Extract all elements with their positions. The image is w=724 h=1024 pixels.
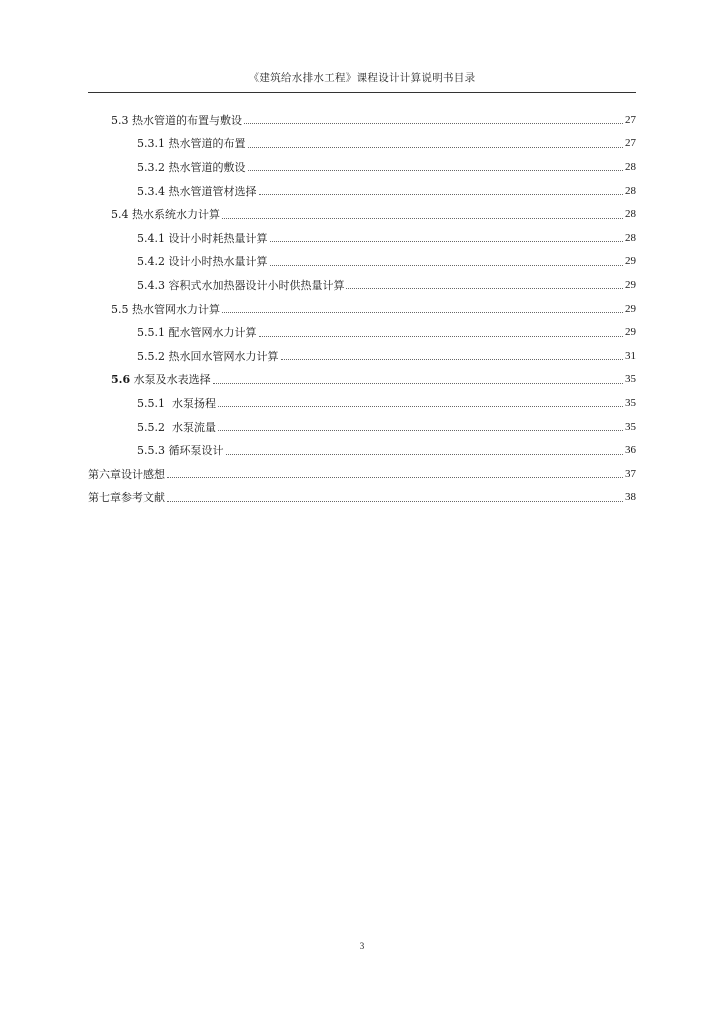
toc-leader-dots	[167, 501, 623, 502]
toc-entry-page: 28	[625, 160, 636, 173]
toc-entry-label: 5.4.2 设计小时热水量计算	[137, 255, 268, 269]
toc-leader-dots	[248, 147, 624, 148]
toc-entry-label: 5.4.1 设计小时耗热量计算	[137, 231, 268, 245]
toc-leader-dots	[222, 312, 623, 313]
toc-entry[interactable]	[88, 391, 636, 415]
toc-entry-page: 35	[625, 396, 636, 409]
toc-entry[interactable]	[88, 297, 636, 321]
toc-entry[interactable]	[88, 202, 636, 226]
table-of-contents	[88, 108, 636, 509]
toc-entry[interactable]	[88, 226, 636, 250]
toc-entry-label: 5.3 热水管道的布置与敷设	[111, 113, 242, 127]
toc-leader-dots	[222, 218, 623, 219]
toc-entry[interactable]	[88, 344, 636, 368]
toc-entry-page: 31	[625, 349, 636, 362]
toc-entry-page: 27	[625, 113, 636, 126]
toc-entry-page: 28	[625, 231, 636, 244]
toc-entry-label: 5.5.2 热水回水管网水力计算	[137, 349, 279, 363]
toc-entry-number: 5.6	[111, 373, 131, 387]
toc-entry-label: 5.4 热水系统水力计算	[111, 208, 220, 222]
toc-leader-dots	[218, 406, 623, 407]
toc-leader-dots	[281, 359, 624, 360]
toc-entry-label: 5.4.3 容积式水加热器设计小时供热量计算	[137, 278, 345, 292]
toc-entry[interactable]	[88, 273, 636, 297]
toc-entry-label: 5.3.2 热水管道的敷设	[137, 160, 246, 174]
toc-entry-page: 29	[625, 302, 636, 315]
toc-entry-page: 35	[625, 373, 636, 386]
toc-entry-label: 5.5.2 水泵流量	[137, 420, 216, 434]
toc-entry-label: 5.3.1 热水管道的布置	[137, 137, 246, 151]
toc-leader-dots	[226, 454, 624, 455]
toc-entry-page: 29	[625, 255, 636, 268]
toc-entry[interactable]	[88, 108, 636, 132]
toc-entry[interactable]	[88, 462, 636, 486]
page-number: 3	[359, 941, 365, 951]
toc-entry-label: 5.5.1 水泵扬程	[137, 396, 216, 410]
toc-entry-page: 28	[625, 208, 636, 221]
running-header: 《建筑给水排水工程》课程设计计算说明书目录	[248, 72, 476, 84]
toc-leader-dots	[270, 265, 624, 266]
toc-entry[interactable]	[88, 179, 636, 203]
toc-leader-dots	[270, 241, 624, 242]
toc-entry-label: 第六章设计感想	[88, 467, 165, 481]
toc-leader-dots	[346, 288, 623, 289]
toc-entry-page: 28	[625, 184, 636, 197]
header-divider	[88, 92, 636, 93]
toc-entry-label	[111, 371, 211, 387]
toc-entry[interactable]	[88, 320, 636, 344]
toc-leader-dots	[244, 123, 623, 124]
toc-leader-dots	[248, 170, 624, 171]
toc-entry[interactable]	[88, 415, 636, 439]
toc-entry-label: 5.5.3 循环泵设计	[137, 444, 224, 458]
toc-entry-page: 37	[625, 467, 636, 480]
toc-entry-page: 35	[625, 420, 636, 433]
toc-leader-dots	[218, 430, 623, 431]
toc-entry-page: 29	[625, 278, 636, 291]
toc-entry-label: 5.5.1 配水管网水力计算	[137, 326, 257, 340]
toc-entry[interactable]	[88, 368, 636, 392]
toc-entry-title: 水泵及水表选择	[133, 373, 211, 387]
toc-leader-dots	[259, 194, 624, 195]
toc-leader-dots	[213, 383, 623, 384]
toc-entry-label: 5.5 热水管网水力计算	[111, 302, 220, 316]
toc-entry-label: 5.3.4 热水管道管材选择	[137, 184, 257, 198]
toc-leader-dots	[167, 477, 623, 478]
toc-entry[interactable]	[88, 486, 636, 510]
toc-entry-page: 38	[625, 491, 636, 504]
toc-entry-page: 36	[625, 444, 636, 457]
toc-leader-dots	[259, 336, 624, 337]
toc-entry[interactable]	[88, 438, 636, 462]
toc-entry-page: 27	[625, 137, 636, 150]
toc-entry-label: 第七章参考文献	[88, 491, 165, 505]
toc-entry[interactable]	[88, 132, 636, 156]
toc-entry-page: 29	[625, 326, 636, 339]
toc-entry[interactable]	[88, 250, 636, 274]
toc-entry[interactable]	[88, 155, 636, 179]
